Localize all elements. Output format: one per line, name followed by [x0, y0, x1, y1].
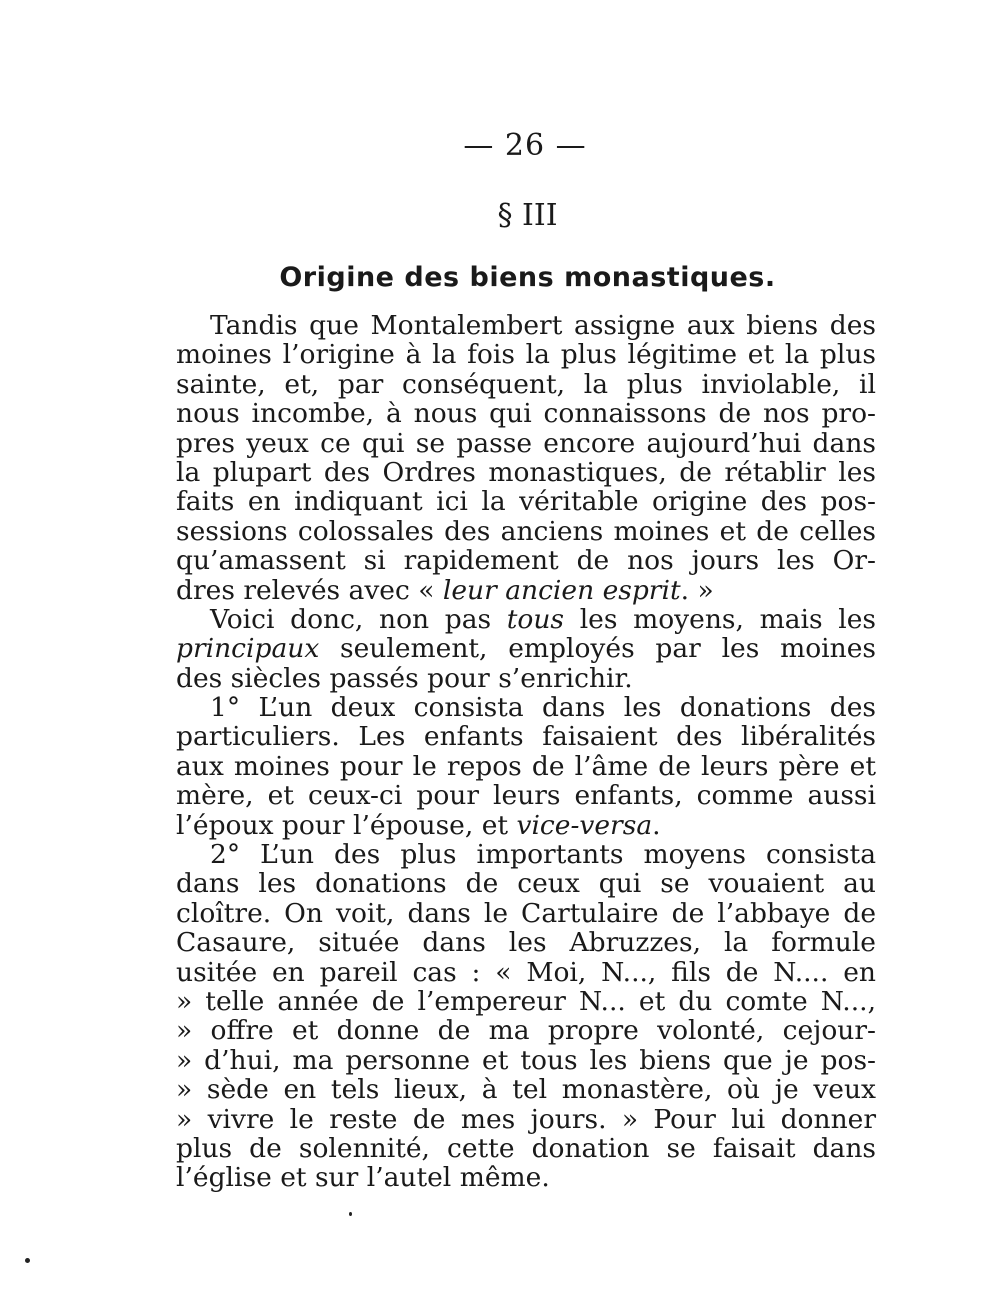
text-line: des siècles passés pour s’enrichir. — [176, 662, 633, 694]
italic-word: tous — [506, 603, 565, 635]
text-line: aux moines pour le repos de l’âme de leurs père et — [176, 750, 876, 782]
text-segment: seulement, employés par les moines — [319, 633, 876, 665]
body-text — [176, 311, 876, 1193]
section-heading: Origine des biens monastiques. — [279, 262, 776, 293]
text-line: » offre et donne de ma propre volonté, cejour- — [176, 1015, 876, 1047]
text-line: particuliers. Les enfants faisaient des libéralités — [176, 721, 876, 753]
text-line: l’église et sur l’autel même. — [176, 1162, 550, 1194]
text-line: nous incombe, à nous qui connaissons de nos pro- — [176, 398, 876, 430]
text-segment: . — [652, 809, 661, 841]
text-line: 1° L’un deux consista dans les donations des — [210, 692, 876, 724]
text-line — [176, 811, 876, 840]
text-line: dans les donations de ceux qui se vouaient au — [176, 868, 876, 900]
text-segment: l’époux pour l’épouse, et — [176, 809, 517, 841]
text-line: moines l’origine à la fois la plus légitime et la plus — [176, 339, 876, 371]
ink-speck — [349, 1212, 352, 1216]
text-line: mère, et ceux-ci pour leurs enfants, comme aussi — [176, 780, 876, 812]
text-line: sainte, et, par conséquent, la plus inviolable, il — [176, 368, 876, 400]
italic-phrase: vice-versa — [516, 809, 653, 841]
text-line: 2° L’un des plus importants moyens consista — [210, 839, 876, 871]
text-segment: . » — [680, 574, 714, 606]
text-line: la plupart des Ordres monastiques, de rétablir les — [176, 456, 876, 488]
text-line: faits en indiquant ici la véritable origine des pos- — [176, 486, 876, 518]
text-segment: les moyens, mais les — [564, 603, 876, 635]
text-line: pres yeux ce qui se passe encore aujourd’hui dans — [176, 427, 876, 459]
text-segment: Voici donc, non pas — [210, 603, 507, 635]
text-line: Tandis que Montalembert assigne aux biens des — [210, 310, 876, 341]
section-mark: § III — [497, 198, 558, 233]
text-line: » sède en tels lieux, à tel monastère, où je veux — [176, 1074, 876, 1106]
text-line: » telle année de l’empereur N... et du comte N..., — [176, 985, 876, 1017]
text-line: » vivre le reste de mes jours. » Pour lui donner — [176, 1103, 876, 1135]
text-line — [176, 634, 876, 663]
text-line: Casaure, située dans les Abruzzes, la formule — [176, 927, 876, 959]
text-segment: dres relevés avec « — [176, 574, 443, 606]
text-line: » d’hui, ma personne et tous les biens que je pos- — [176, 1044, 876, 1076]
text-line: sessions colossales des anciens moines et de celles — [176, 515, 876, 547]
italic-phrase: leur ancien esprit — [442, 574, 681, 606]
text-line: cloître. On voit, dans le Cartulaire de l’abbaye de — [176, 897, 876, 929]
text-line: plus de solennité, cette donation se faisait dans — [176, 1132, 876, 1164]
text-line — [176, 605, 876, 634]
text-line: usitée en pareil cas : « Moi, N..., fils de N.... en — [176, 956, 876, 988]
italic-word: principaux — [176, 633, 320, 665]
text-line: qu’amassent si rapidement de nos jours les Or- — [176, 545, 876, 577]
text-line — [176, 576, 876, 605]
ink-speck — [25, 1258, 30, 1263]
page-number: — 26 — — [463, 128, 587, 163]
